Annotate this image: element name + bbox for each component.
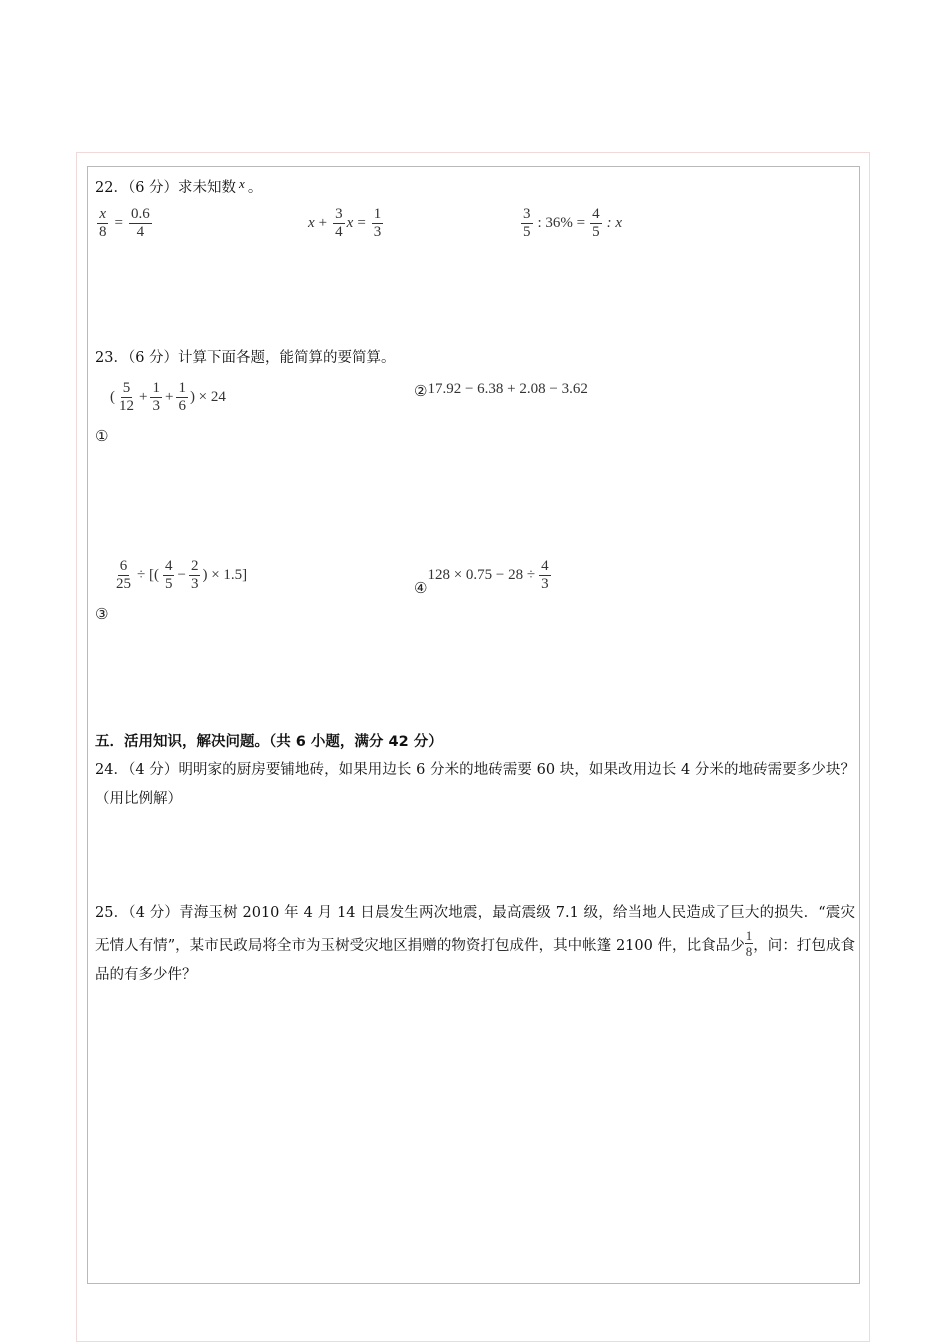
p1-c-den: 6 xyxy=(178,398,186,414)
question-number: 24． xyxy=(95,762,129,778)
eq1-lhs-den: 8 xyxy=(99,224,107,240)
eq2-equals: = xyxy=(357,215,366,231)
p3-a-num: 6 xyxy=(119,558,128,574)
p1-c-num: 1 xyxy=(178,380,186,396)
eq2-frac-num: 3 xyxy=(335,206,343,222)
problem-2-label: ② xyxy=(414,382,428,400)
question-25 xyxy=(95,899,855,990)
eq3-frac2-num: 4 xyxy=(592,206,600,222)
question-end-mark: 。 xyxy=(247,180,263,196)
eq2-rhs-num: 1 xyxy=(373,206,382,222)
question-number: 23． xyxy=(95,350,128,366)
eq3-middle: : 36% = xyxy=(537,215,586,231)
problem-1-label: ① xyxy=(95,427,109,445)
problem-4-expression: 128 × 0.75 − 28 ÷ xyxy=(427,567,536,583)
p3-c-num: 2 xyxy=(190,558,199,574)
p1-plus1: + xyxy=(139,389,148,405)
problem-3-label: ③ xyxy=(95,605,109,623)
question-text-part1: 青海玉树 2010 年 4 月 14 日晨发生两次地震，最高震级 7.1 级，给当地人民造成了巨大的损失．“震灾无情人有情”，某市民政局将全市为玉树受灾地区捐赠的物资打包成件，其中帐篷 2100 件，比食品少 xyxy=(95,905,856,954)
question-fraction xyxy=(745,928,754,959)
p1-a-den: 12 xyxy=(119,398,134,414)
fraction-den: 8 xyxy=(745,944,753,959)
question-24 xyxy=(95,756,855,814)
problem-3-expression xyxy=(112,558,247,593)
eq2-plus: + xyxy=(318,215,328,231)
p1-b-num: 1 xyxy=(152,380,160,396)
p1-close: ) × 24 xyxy=(189,389,226,405)
eq3-frac1-den: 5 xyxy=(523,224,531,240)
p3-close: ) × 1.5] xyxy=(202,567,248,583)
problem-4-label: ④ xyxy=(414,579,428,597)
p3-mid: ÷ [( xyxy=(137,567,159,583)
p1-a-num: 5 xyxy=(122,380,131,396)
eq1-rhs-den: 4 xyxy=(136,224,145,240)
p4-frac-num: 4 xyxy=(541,558,549,574)
question-score: （6 分） xyxy=(127,180,179,196)
p1-b-den: 3 xyxy=(152,398,160,414)
eq2-rhs-den: 3 xyxy=(373,224,382,240)
p4-frac-den: 3 xyxy=(541,576,549,592)
section-5-title: 五．活用知识，解决问题。（共 6 小题，满分 42 分） xyxy=(95,734,443,750)
question-score: （6 分） xyxy=(127,350,179,366)
eq3-frac2-den: 5 xyxy=(592,224,600,240)
variable-x: x xyxy=(239,176,245,191)
p3-c-den: 3 xyxy=(190,576,199,592)
eq1-rhs-num: 0.6 xyxy=(130,206,150,222)
p3-minus: − xyxy=(177,567,186,583)
question-23-header xyxy=(95,348,396,368)
question-text: 明明家的厨房要铺地砖，如果用边长 6 分米的地砖需要 60 块，如果改用边长 4 分米的地砖需要多少块？（用比例解） xyxy=(95,762,855,807)
p1-open-paren: ( xyxy=(110,389,115,405)
fraction-num: 1 xyxy=(745,928,753,943)
eq1-equals: = xyxy=(114,215,123,231)
content-frame xyxy=(87,166,860,1284)
eq3-tail: : x xyxy=(606,215,623,231)
question-number: 22． xyxy=(95,180,128,196)
eq3-frac1-num: 3 xyxy=(523,206,531,222)
eq1-lhs-num: x xyxy=(99,206,107,222)
question-number: 25． xyxy=(95,905,129,921)
question-text-part2: ，问：打包成食品的有多少件？ xyxy=(95,938,856,983)
p3-a-den: 25 xyxy=(116,576,131,592)
p3-b-den: 5 xyxy=(164,576,173,592)
equation-1 xyxy=(95,206,154,241)
problem-1-expression xyxy=(110,380,226,415)
equation-2 xyxy=(308,206,385,241)
question-prompt: 求未知数 xyxy=(178,180,237,196)
question-22-header xyxy=(95,174,262,198)
problem-2 xyxy=(414,378,588,400)
p3-b-num: 4 xyxy=(164,558,173,574)
question-score: （4 分） xyxy=(128,762,179,778)
problem-2-expression: 17.92 − 6.38 + 2.08 − 3.62 xyxy=(427,381,588,397)
eq2-x2: x xyxy=(346,215,354,231)
question-score: （4 分） xyxy=(128,905,180,921)
problem-4 xyxy=(414,558,553,597)
p1-plus2: + xyxy=(164,389,174,405)
eq2-x: x xyxy=(308,215,315,231)
equation-3 xyxy=(519,206,622,241)
eq2-frac-den: 4 xyxy=(335,224,343,240)
question-prompt: 计算下面各题，能简算的要简算。 xyxy=(178,350,396,366)
